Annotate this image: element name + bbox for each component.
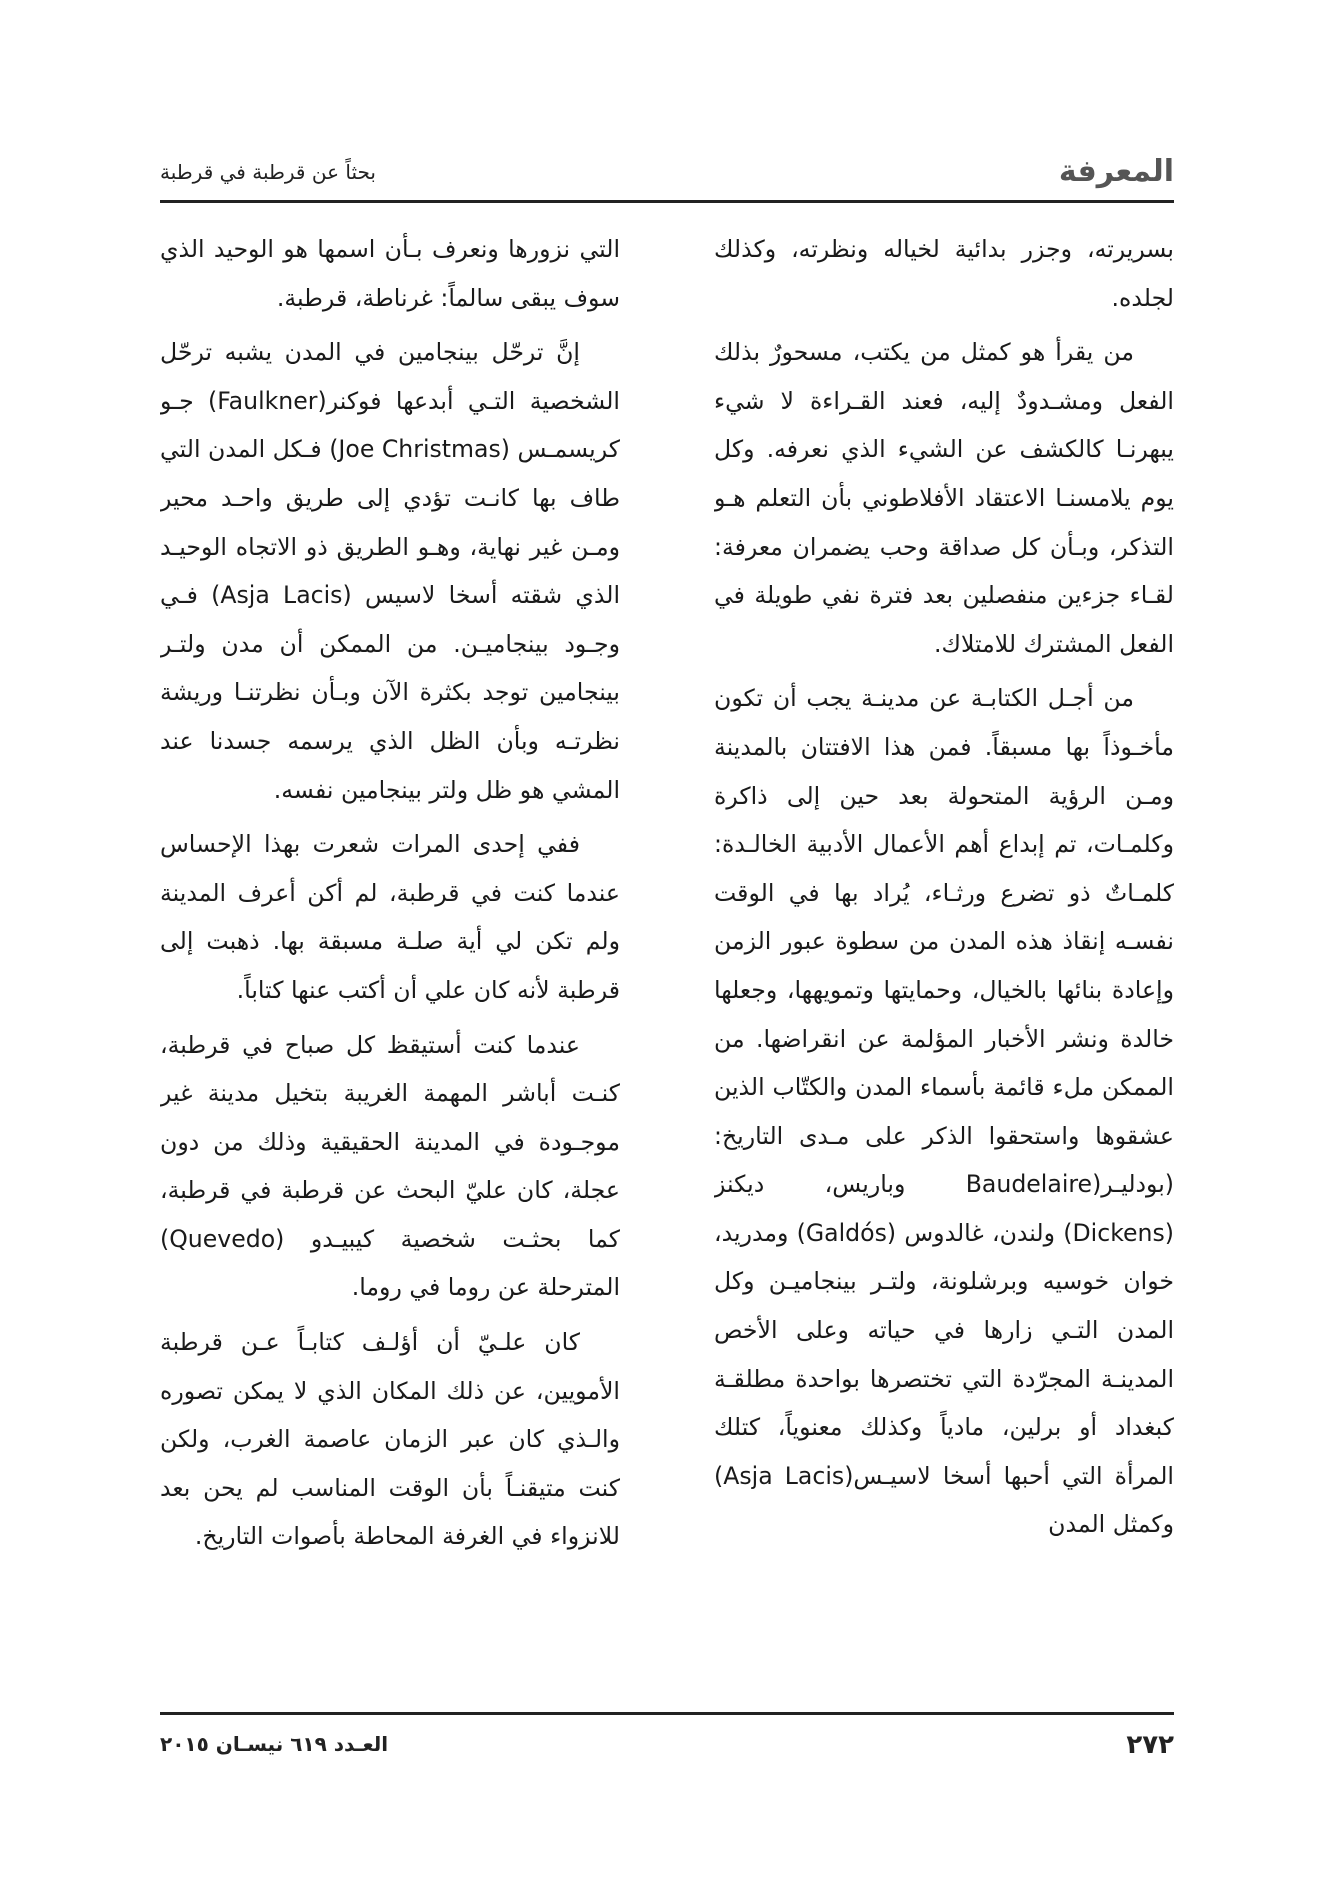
- paragraph: عندما كنت أستيقظ كل صباح في قرطبة، كنـت أباشر المهمة الغريبة بتخيل مدينة غير موجـودة في المدينة الحقيقية وذلك من دون عجلة، كان عليّ البحث عن قرطبة في قرطبة، كما بحثـت شخصية كيبيـدو (Quevedo) المترحلة عن روما في روما.: [160, 1030, 620, 1302]
- footer-rule: [160, 1712, 1174, 1715]
- text-column-left: [160, 225, 620, 1705]
- page-number: ٢٧٢: [1126, 1730, 1174, 1760]
- paragraph: ففي إحدى المرات شعرت بهذا الإحساس عندما كنت في قرطبة، لم أكن أعرف المدينة ولم تكن لي أية صلـة مسبقة بها. ذهبت إلى قرطبة لأنه كان علي أن أكتب عنها كتاباً.: [160, 830, 620, 1004]
- paragraph: التي نزورها ونعرف بـأن اسمها هو الوحيد الذي سوف يبقى سالماً: غرناطة، قرطبة.: [160, 235, 620, 312]
- paragraph: من أجـل الكتابـة عن مدينـة يجب أن تكون مأخـوذاً بها مسبقاً. فمن هذا الافتتان بالمدينة ومـن الرؤية المتحولة بعد حين إلى ذاكرة وكلمـات، تم إبداع أهم الأعمال الأدبية الخالـدة: كلمـاتٌ ذو تضرع ورثـاء، يُراد بها في الوقت نفسـه إنقاذ هذه المدن من سطوة عبور الزمن وإعادة بنائها بالخيال، وحمايتها وتمويهها، وجعلها خالدة ونشر الأخبار المؤلمة عن انقراضها. من الممكن ملء قائمة بأسماء المدن والكتّاب الذين عشقوها واستحقوا الذكر على مـدى التاريخ: (بودليـر(Baudelaire وباريس، ديكنز (Dickens) ولندن، غالدوس (Galdós) ومدريد، خوان خوسيه وبرشلونة، ولتـر بينجاميـن وكل المدن التـي زارها في حياته وعلى الأخص المدينـة المجرّدة التي تختصرها بواحدة مطلقـة كبغداد أو برلين، مادياً وكذلك معنوياً، كتلك المرأة التي أحبها أسخا لاسيـس(Asja Lacis) وكمثل المدن: [714, 684, 1174, 1539]
- paragraph: بسريرته، وجزر بدائية لخياله ونظرته، وكذلك لجلده.: [714, 235, 1174, 312]
- paragraph: من يقرأ هو كمثل من يكتب، مسحورٌ بذلك الفعل ومشـدودٌ إليه، فعند القـراءة لا شيء يبهرنـا كالكشف عن الشيء الذي نعرفه. وكل يوم يلامسنـا الاعتقاد الأفلاطوني بأن التعلم هـو التذكر، وبـأن كل صداقة وحب يضمران معرفة: لقـاء جزءين منفصلين بعد فترة نفي طويلة في الفعل المشترك للامتلاك.: [714, 338, 1174, 658]
- paragraph: كان علـيّ أن أؤلـف كتابـاً عـن قرطبة الأمويين، عن ذلك المكان الذي لا يمكن تصوره والـذي كان عبر الزمان عاصمة الغرب، ولكن كنت متيقنـاً بأن الوقت المناسب لم يحن بعد للانزواء في الغرفة المحاطة بأصوات التاريخ.: [160, 1328, 620, 1551]
- magazine-logo: المعرفة: [1058, 154, 1174, 189]
- text-column-right: [714, 225, 1174, 1705]
- header-rule: [160, 200, 1174, 203]
- paragraph: إنَّ ترحّل بينجامين في المدن يشبه ترحّل الشخصية التـي أبدعها فوكنر(Faulkner) جـو كريسمـس (Joe Christmas) فـكل المدن التي طاف بها كانـت تؤدي إلى طريق واحـد محير ومـن غير نهاية، وهـو الطريق ذو الاتجاه الوحيـد الذي شقته أسخا لاسيس (Asja Lacis) فـي وجـود بينجاميـن. من الممكن أن مدن ولتـر بينجامين توجد بكثرة الآن وبـأن نظرتنـا وريشة نظرتـه وبأن الظل الذي يرسمه جسدنا عند المشي هو ظل ولتر بينجامين نفسه.: [160, 338, 620, 804]
- running-title: بحثاً عن قرطبة في قرطبة: [160, 160, 376, 184]
- page-header: [160, 150, 1174, 200]
- issue-info: العـدد ٦١٩ نيسـان ٢٠١٥: [160, 1732, 389, 1756]
